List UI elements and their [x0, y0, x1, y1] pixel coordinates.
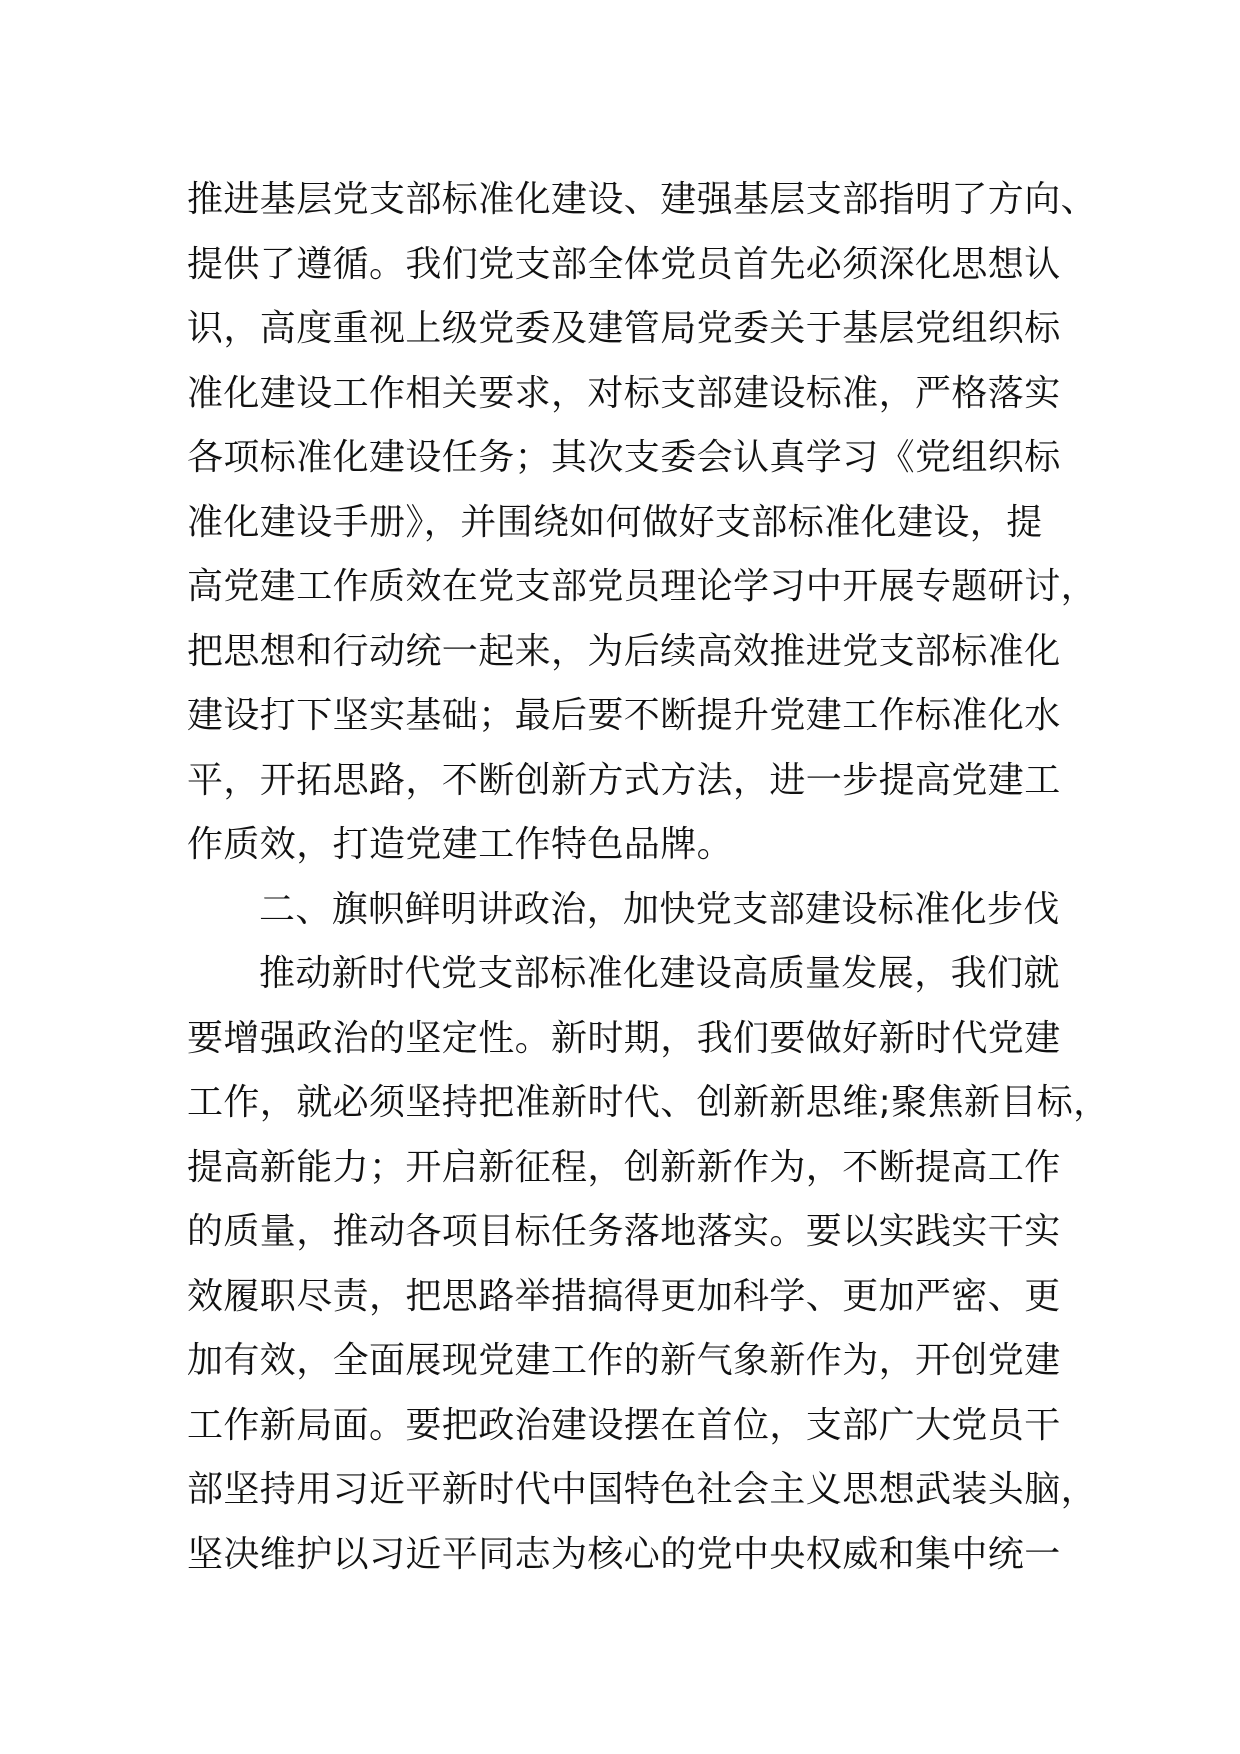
text-line: 坚决维护以习近平同志为核心的党中央权威和集中统一 [187, 1533, 1061, 1575]
paragraph-1 [187, 168, 1098, 878]
text-line: 工作，就必须坚持把准新时代、创新新思维;聚焦新目标， [187, 1082, 1110, 1123]
text-line: 推进基层党支部标准化建设、建强基层支部指明了方向、 [187, 179, 1098, 220]
text-line: 要增强政治的坚定性。新时期，我们要做好新时代党建 [187, 1017, 1061, 1059]
text-line: 部坚持用习近平新时代中国特色社会主义思想武装头脑， [187, 1469, 1098, 1510]
text-line: 各项标准化建设任务；其次支委会认真学习《党组织标 [187, 437, 1061, 478]
text-line: 工作新局面。要把政治建设摆在首位，支部广大党员干 [187, 1404, 1061, 1446]
text-line: 准化建设工作相关要求，对标支部建设标准，严格落实 [187, 372, 1061, 414]
text-line: 效履职尽责，把思路举措搞得更加科学、更加严密、更 [187, 1275, 1061, 1317]
text-line: 识，高度重视上级党委及建管局党委关于基层党组织标 [187, 308, 1061, 349]
text-line: 把思想和行动统一起来，为后续高效推进党支部标准化 [187, 630, 1061, 672]
text-line: 平，开拓思路，不断创新方式方法，进一步提高党建工 [187, 759, 1061, 801]
text-line: 的质量，推动各项目标任务落地落实。要以实践实干实 [187, 1211, 1061, 1252]
text-line: 建设打下坚实基础；最后要不断提升党建工作标准化水 [187, 695, 1061, 736]
text-line: 高党建工作质效在党支部党员理论学习中开展专题研讨， [187, 566, 1098, 607]
paragraph-2 [187, 942, 1110, 1587]
text-line: 加有效，全面展现党建工作的新气象新作为，开创党建 [187, 1340, 1061, 1381]
text-line: 准化建设手册》，并围绕如何做好支部标准化建设，提 [187, 501, 1043, 543]
section-heading: 二、旗帜鲜明讲政治，加快党支部建设标准化步伐 [259, 888, 1060, 930]
text-line: 提高新能力；开启新征程，创新新作为，不断提高工作 [187, 1146, 1061, 1188]
document-body [187, 168, 1110, 1587]
text-line: 推动新时代党支部标准化建设高质量发展，我们就 [259, 953, 1060, 994]
text-line: 提供了遵循。我们党支部全体党员首先必须深化思想认 [187, 243, 1061, 285]
text-line: 作质效，打造党建工作特色品牌。 [187, 824, 734, 865]
